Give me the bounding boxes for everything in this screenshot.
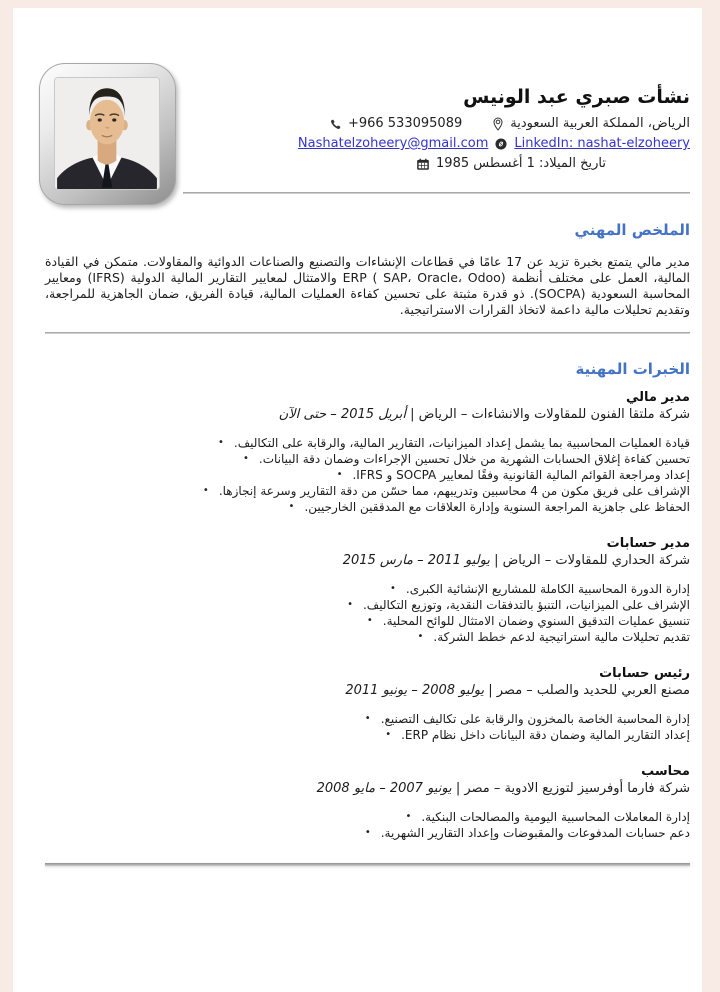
job-company-dates [45, 780, 690, 798]
job-company-dates [45, 682, 690, 700]
job-role: مدير مالي [625, 390, 690, 405]
summary-text: مدير مالي يتمتع بخبرة تزيد عن 17 عامًا في قطاعات الإنشاءات والتصنيع والصناعات الدوائية والمقاولات. متمكن في القيادة المالية، العمل على مختلف أنظمة ERP ( SAP، Oracle، Odoo) والامتثال لمعايير التقارير المالية الدولية (IFRS) ومعايير المحاسبة السعودية (SOCPA). ذو قدرة مثبتة على تحسين كفاءة العمليات المالية، قيادة الفريق، ضمان الجاهزية للمراجعة، وتقديم تحليلات مالية داعمة لاتخاذ القرارات الاستراتيجية. [45, 254, 691, 317]
bullet-marker: • [405, 811, 412, 822]
bullet-item: • الإشراف على فريق مكون من 4 محاسبين وتدريبهم، مما حسّن من دقة التقارير وسرعة إنجازها. [202, 484, 690, 498]
bullet-marker: • [242, 453, 249, 464]
bullet-item: • إدارة المحاسبة الخاصة بالمخزون والرقابة على تكاليف التصنيع. [364, 712, 690, 726]
bullet-item: • إدارة الدورة المحاسبية الكاملة للمشاريع الإنشائية الكبرى. [389, 582, 690, 596]
header-divider [183, 192, 690, 194]
bullet-marker: • [347, 599, 353, 610]
experience-section-title: الخبرات المهنية [575, 360, 690, 378]
summary-section-title: الملخص المهني [574, 221, 690, 239]
profile-photo-frame [39, 63, 176, 205]
calendar-icon [416, 158, 430, 171]
contact-line-birth [298, 154, 606, 174]
job-entry [45, 763, 690, 841]
birth-date: تاريخ الميلاد: 1 أغسطس 1985 [436, 156, 606, 171]
bottom-divider [45, 863, 690, 866]
profile-photo [54, 77, 160, 190]
location-text: الرياض، المملكة العربية السعودية [510, 116, 690, 131]
job-role: مدير حسابات [606, 536, 690, 551]
job-entry [45, 665, 690, 743]
job-dates: يوليو 2011 – مارس 2015 [342, 553, 490, 568]
bullet-item: • إعداد ومراجعة القوائم المالية القانونية وفقًا لمعايير SOCPA و IFRS. [336, 468, 690, 482]
page-frame-left [0, 0, 13, 992]
bullet-marker: • [202, 485, 209, 496]
job-company: شركة فارما أوفرسيز لتوزيع الادوية – مصر | [455, 781, 690, 796]
job-dates: يوليو 2008 – يونيو 2011 [345, 683, 485, 698]
job-company-dates [45, 552, 690, 570]
bullet-marker: • [218, 437, 224, 448]
bullet-item: • تقديم تحليلات مالية استراتيجية لدعم خطط الشركة. [417, 630, 690, 644]
bullet-item: • الإشراف على الميزانيات، التنبؤ بالتدفقات النقدية، وتوزيع التكاليف. [347, 598, 690, 612]
contact-line-location-phone [298, 114, 690, 134]
job-bullets [45, 711, 690, 743]
job-company-dates [45, 406, 690, 424]
job-role: محاسب [641, 764, 690, 779]
bullet-item: • إدارة المعاملات المحاسبية اليومية والمصالحات البنكية. [405, 810, 690, 824]
job-bullets [45, 581, 690, 645]
job-bullets [45, 435, 690, 515]
phone-icon [329, 118, 342, 131]
bullet-item: • قيادة العمليات المحاسبية بما يشمل إعداد الميزانيات، التقارير المالية، والرقابة على التكاليف. [218, 436, 690, 450]
bullet-marker: • [366, 615, 373, 626]
bullet-marker: • [288, 501, 295, 512]
bullet-item: • الحفاظ على جاهزية المراجعة السنوية وإدارة العلاقات مع المدققين الخارجيين. [288, 500, 690, 514]
job-company: مصنع العربي للحديد والصلب – مصر | [488, 683, 690, 698]
job-company: شركة الحداري للمقاولات – الرياض | [494, 553, 690, 568]
bullet-item: • دعم حسابات المدفوعات والمقبوضات وإعداد التقارير الشهرية. [364, 826, 690, 840]
linkedin-link[interactable]: LinkedIn: nashat-elzoheery [514, 136, 690, 151]
map-pin-icon [492, 117, 504, 131]
job-dates: أبريل 2015 – حتى الآن [278, 407, 407, 422]
job-entry [45, 535, 690, 645]
chain-link-icon [494, 137, 508, 151]
bullet-marker: • [364, 713, 371, 724]
header [45, 8, 690, 213]
contact-line-links [298, 134, 690, 154]
bullet-item: • تنسيق عمليات التدقيق السنوي وضمان الامتثال للوائح المحلية. [366, 614, 690, 628]
page-frame-top [0, 0, 720, 8]
email-link[interactable]: Nashatelzoheery@gmail.com [297, 136, 489, 151]
page-frame-right [702, 0, 720, 992]
bullet-item: • تحسين كفاءة إغلاق الحسابات الشهرية من خلال تحسين الإجراءات وضمان دقة البيانات. [242, 452, 690, 466]
bullet-marker: • [417, 631, 424, 642]
job-entry [45, 389, 690, 515]
job-role: رئيس حسابات [599, 666, 690, 681]
job-dates: يونيو 2007 – مايو 2008 [316, 781, 452, 796]
person-name: نشأت صبري عبد الونيس [463, 86, 690, 108]
job-company: شركة ملتقا الفنون للمقاولات والانشاءات – الرياض | [410, 407, 690, 422]
section-divider [45, 332, 690, 334]
bullet-marker: • [389, 583, 396, 594]
bullet-item: • إعداد التقارير المالية وضمان دقة البيانات داخل نظام ERP. [385, 728, 690, 742]
job-bullets [45, 809, 690, 841]
bullet-marker: • [336, 469, 343, 480]
phone-number: +966 533095089 [347, 116, 463, 131]
bullet-marker: • [364, 827, 371, 838]
bullet-marker: • [385, 729, 392, 740]
